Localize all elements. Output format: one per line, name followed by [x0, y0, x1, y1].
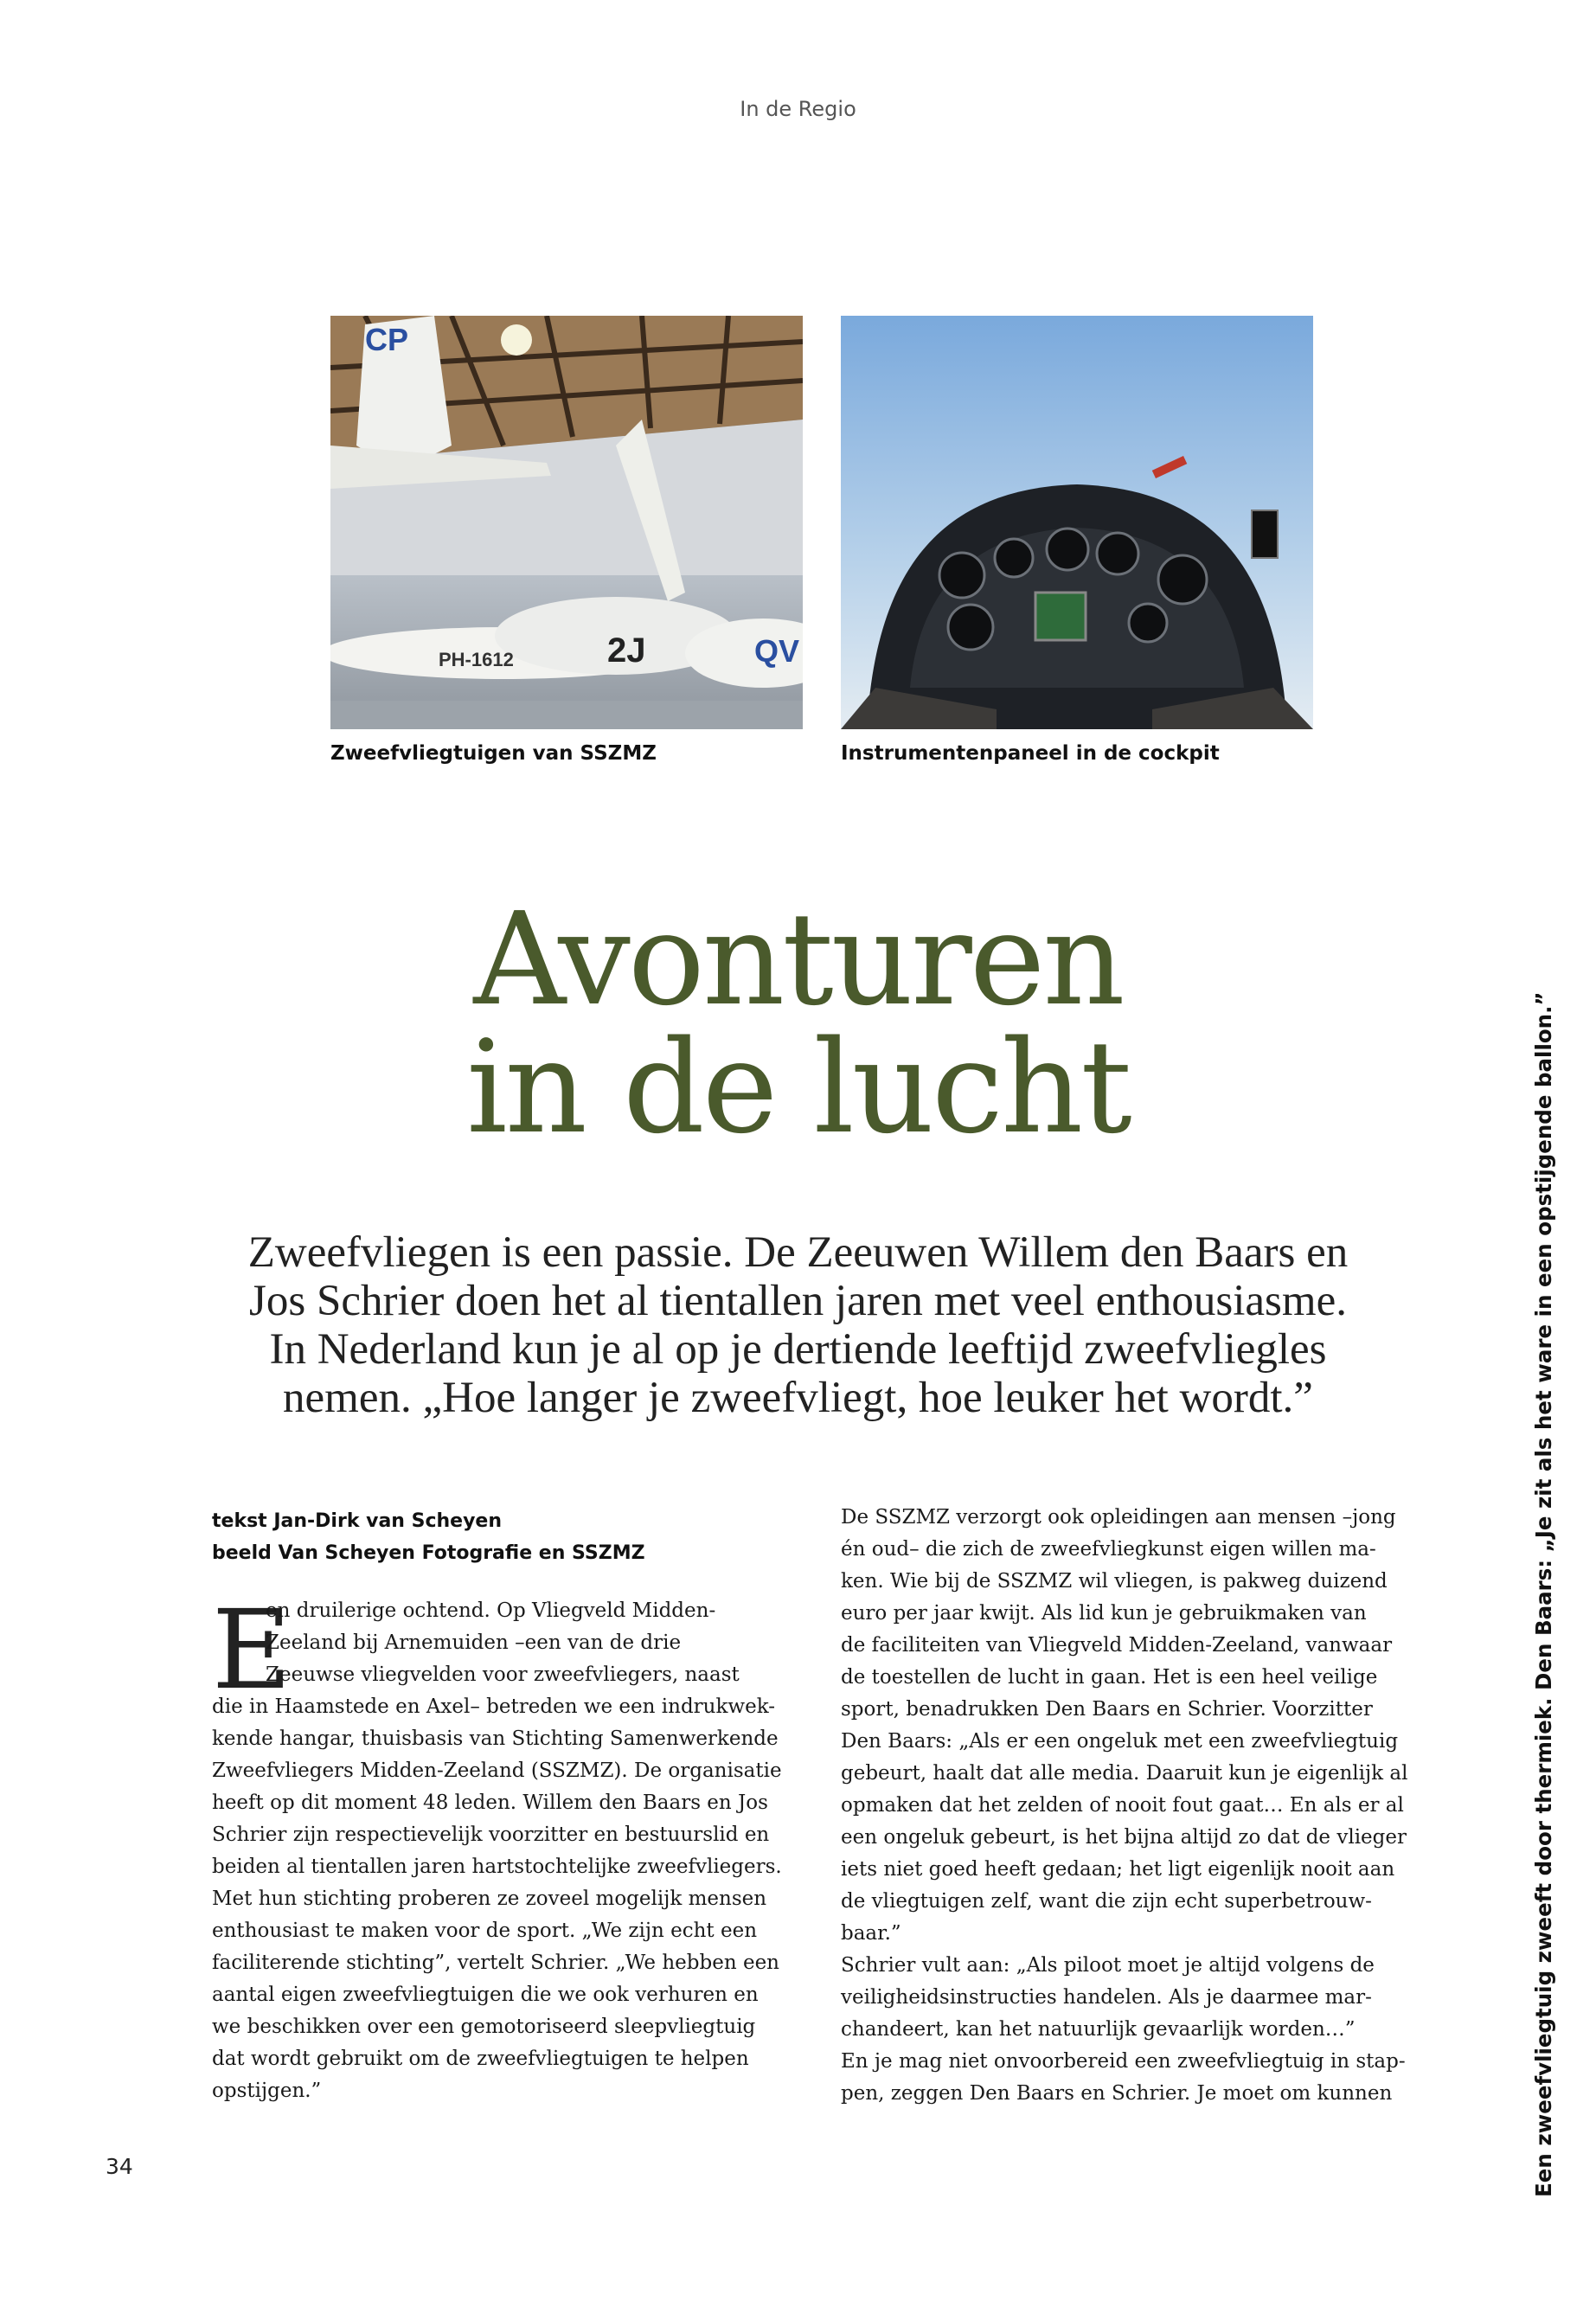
article-line: een ongeluk gebeurt, is het bijna altijd zo dat de vlieger [841, 1826, 1407, 1849]
page-number: 34 [106, 2154, 133, 2179]
article-line: baar.” [841, 1922, 901, 1945]
article-line: iets niet goed heeft gedaan; het ligt eigenlijk nooit aan [841, 1858, 1395, 1881]
article-line: Schrier vult aan: „Als piloot moet je altijd volgens de [841, 1954, 1375, 1977]
headline-line-1: Avonturen [473, 885, 1123, 1034]
hangar-marking-reg: PH-1612 [439, 649, 514, 670]
article-line: én oud– die zich de zweefvliegkunst eigen willen ma- [841, 1538, 1376, 1561]
cockpit-photo [841, 316, 1313, 729]
article-line: faciliterende stichting”, vertelt Schrier. „We hebben een [212, 1952, 779, 1974]
intro-line: Jos Schrier doen het al tientallen jaren met veel enthousiasme. [249, 1277, 1347, 1325]
article-line: chandeert, kan het natuurlijk gevaarlijk worden…” [841, 2018, 1356, 2041]
dropcap: E [212, 1586, 292, 1714]
article-line: Schrier zijn respectievelijk voorzitter en bestuurslid en [212, 1823, 770, 1846]
intro-line: nemen. „Hoe langer je zweefvliegt, hoe leuker het wordt.” [283, 1374, 1313, 1422]
article-line: veiligheidsinstructies handelen. Als je daarmee mar- [841, 1986, 1372, 2009]
article-line: we beschikken over een gemotoriseerd sleepvliegtuig [212, 2016, 756, 2038]
article-line: En je mag niet onvoorbereid een zweefvliegtuig in stap- [841, 2050, 1406, 2073]
article-line: enthousiast te maken voor de sport. „We zijn echt een [212, 1920, 758, 1942]
intro-line: Zweefvliegen is een passie. De Zeeuwen Willem den Baars en [247, 1228, 1349, 1277]
article-line: de faciliteiten van Vliegveld Midden-Zeeland, vanwaar [841, 1634, 1393, 1657]
hangar-photo [330, 316, 803, 729]
side-quote: Een zweefvliegtuig zweeft door thermiek. Den Baars: „Je zit als het ware in een opstijgende ballon.” [1531, 991, 1556, 2197]
article-line: gebeurt, haalt dat alle media. Daaruit kun je eigenlijk al [841, 1762, 1408, 1785]
hangar-caption: Zweefvliegtuigen van SSZMZ [330, 742, 657, 765]
article-intro [216, 1228, 1380, 1422]
article-line: die in Haamstede en Axel– betreden we een indrukwek- [212, 1695, 776, 1718]
cockpit-caption: Instrumentenpaneel in de cockpit [841, 742, 1220, 765]
credit-image: beeld Van Scheyen Fotografie en SSZMZ [212, 1542, 645, 1564]
article-line: Met hun stichting proberen ze zoveel mogelijk mensen [212, 1888, 767, 1910]
article-line: beiden al tientallen jaren hartstochtelijke zweefvliegers. [212, 1856, 782, 1878]
credit-text: tekst Jan-Dirk van Scheyen [212, 1510, 503, 1532]
hangar-marking-2j: 2J [607, 631, 646, 670]
article-line: Zweefvliegers Midden-Zeeland (SSZMZ). De organisatie [212, 1759, 782, 1782]
article-line: aantal eigen zweefvliegtuigen die we ook verhuren en [212, 1984, 759, 2006]
article-headline [0, 885, 1596, 1162]
article-line: opstijgen.” [212, 2080, 322, 2102]
hangar-marking-qv: QV [754, 633, 800, 669]
hangar-marking-cp: CP [365, 322, 409, 357]
headline-line-2: in de lucht [466, 1013, 1130, 1162]
article-line: Zeeuwse vliegvelden voor zweefvliegers, naast [266, 1663, 740, 1686]
article-credits [212, 1505, 645, 1569]
article-line: en druilerige ochtend. Op Vliegveld Midden- [266, 1599, 716, 1622]
intro-line: In Nederland kun je al op je dertiende leeftijd zweefvliegles [269, 1325, 1327, 1374]
article-line: sport, benadrukken Den Baars en Schrier. Voorzitter [841, 1698, 1373, 1721]
article-line: Den Baars: „Als er een ongeluk met een zweefvliegtuig [841, 1730, 1399, 1753]
article-line: de toestellen de lucht in gaan. Het is een heel veilige [841, 1666, 1378, 1689]
article-line: Zeeland bij Arnemuiden –een van de drie [266, 1631, 682, 1654]
article-line: de vliegtuigen zelf, want die zijn echt superbetrouw- [841, 1890, 1372, 1913]
section-label: In de Regio [740, 97, 856, 121]
article-line: pen, zeggen Den Baars en Schrier. Je moet om kunnen [841, 2082, 1393, 2105]
article-line: euro per jaar kwijt. Als lid kun je gebruikmaken van [841, 1602, 1367, 1625]
article-line: De SSZMZ verzorgt ook opleidingen aan mensen –jong [841, 1506, 1396, 1529]
article-column-right [841, 1502, 1438, 2110]
article-line: opmaken dat het zelden of nooit fout gaat… En als er al [841, 1794, 1404, 1817]
article-column-left [212, 1586, 809, 2107]
article-line: kende hangar, thuisbasis van Stichting Samenwerkende [212, 1727, 779, 1750]
article-line: ken. Wie bij de SSZMZ wil vliegen, is pakweg duizend [841, 1570, 1388, 1593]
article-line: dat wordt gebruikt om de zweefvliegtuigen te helpen [212, 2048, 749, 2070]
article-line: heeft op dit moment 48 leden. Willem den Baars en Jos [212, 1791, 768, 1814]
